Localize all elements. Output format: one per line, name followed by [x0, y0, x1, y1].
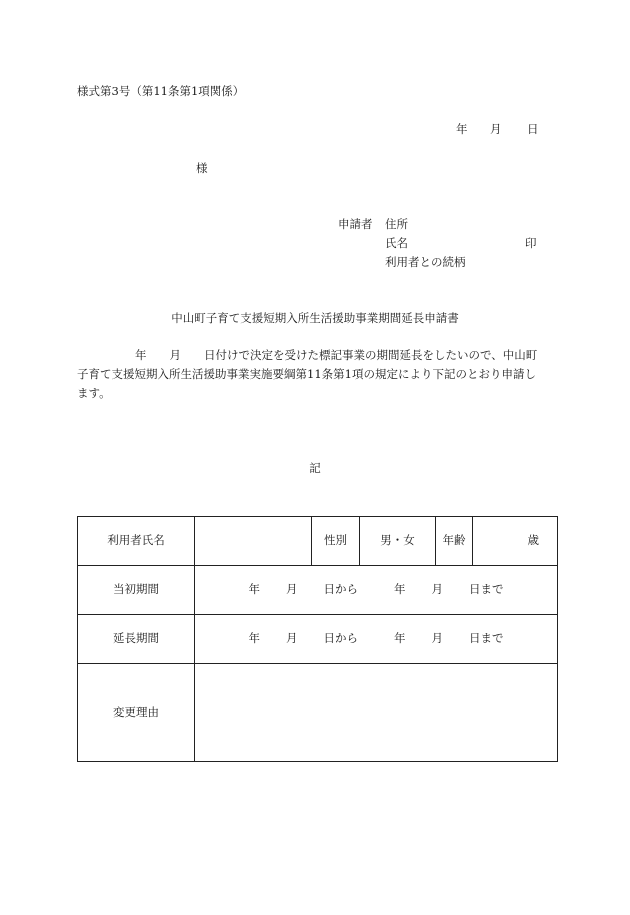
initial-period-month: 月 — [286, 582, 298, 597]
seal-mark: 印 — [525, 236, 537, 250]
body-line-1 — [77, 350, 537, 362]
body-line-1-text: 日付けで決定を受けた標記事業の期間延長をしたいので、中山町 — [204, 348, 538, 362]
relation-label: 利用者との続柄 — [385, 255, 466, 269]
document-title: 中山町子育て支援短期入所生活援助事業期間延長申請書 — [171, 311, 459, 325]
initial-period-until: 日まで — [469, 582, 504, 597]
table-row-user — [78, 517, 558, 566]
initial-period-label: 当初期間 — [78, 566, 195, 615]
extension-period-until: 日まで — [469, 631, 504, 646]
table-row-initial-period — [78, 566, 558, 615]
initial-period-field[interactable] — [195, 566, 558, 615]
application-table — [77, 516, 558, 762]
extension-period-from: 日から — [323, 631, 358, 646]
form-number: 様式第3号（第11条第1項関係） — [77, 84, 245, 98]
gender-options[interactable]: 男・女 — [360, 517, 436, 566]
name-label: 氏名 — [385, 236, 408, 250]
change-reason-label: 変更理由 — [78, 664, 195, 762]
user-name-label: 利用者氏名 — [78, 517, 195, 566]
date-day-label: 日 — [527, 122, 539, 136]
change-reason-field[interactable] — [195, 664, 558, 762]
table-row-extension-period — [78, 615, 558, 664]
extension-period-year2: 年 — [394, 631, 406, 646]
gender-label: 性別 — [312, 517, 360, 566]
address-label: 住所 — [385, 217, 408, 231]
applicant-label: 申請者 — [338, 217, 373, 231]
user-name-field[interactable] — [195, 517, 312, 566]
ki-label: 記 — [309, 461, 321, 475]
initial-period-year2: 年 — [394, 582, 406, 597]
recipient-honorific: 様 — [196, 161, 208, 175]
initial-period-month2: 月 — [431, 582, 443, 597]
extension-period-month2: 月 — [431, 631, 443, 646]
initial-period-from: 日から — [323, 582, 358, 597]
body-month: 月 — [169, 348, 181, 362]
initial-period-year: 年 — [248, 582, 260, 597]
body-line-3: ます。 — [77, 386, 111, 400]
extension-period-year: 年 — [248, 631, 260, 646]
body-year: 年 — [135, 348, 147, 362]
extension-period-label: 延長期間 — [78, 615, 195, 664]
age-field[interactable]: 歳 — [473, 517, 558, 566]
date-year-label: 年 — [456, 122, 468, 136]
date-month-label: 月 — [490, 122, 502, 136]
body-line-2: 子育て支援短期入所生活援助事業実施要綱第11条第1項の規定により下記のとおり申請し — [77, 367, 536, 381]
extension-period-field[interactable] — [195, 615, 558, 664]
age-label: 年齢 — [436, 517, 473, 566]
extension-period-month: 月 — [286, 631, 298, 646]
table-row-change-reason — [78, 664, 558, 762]
